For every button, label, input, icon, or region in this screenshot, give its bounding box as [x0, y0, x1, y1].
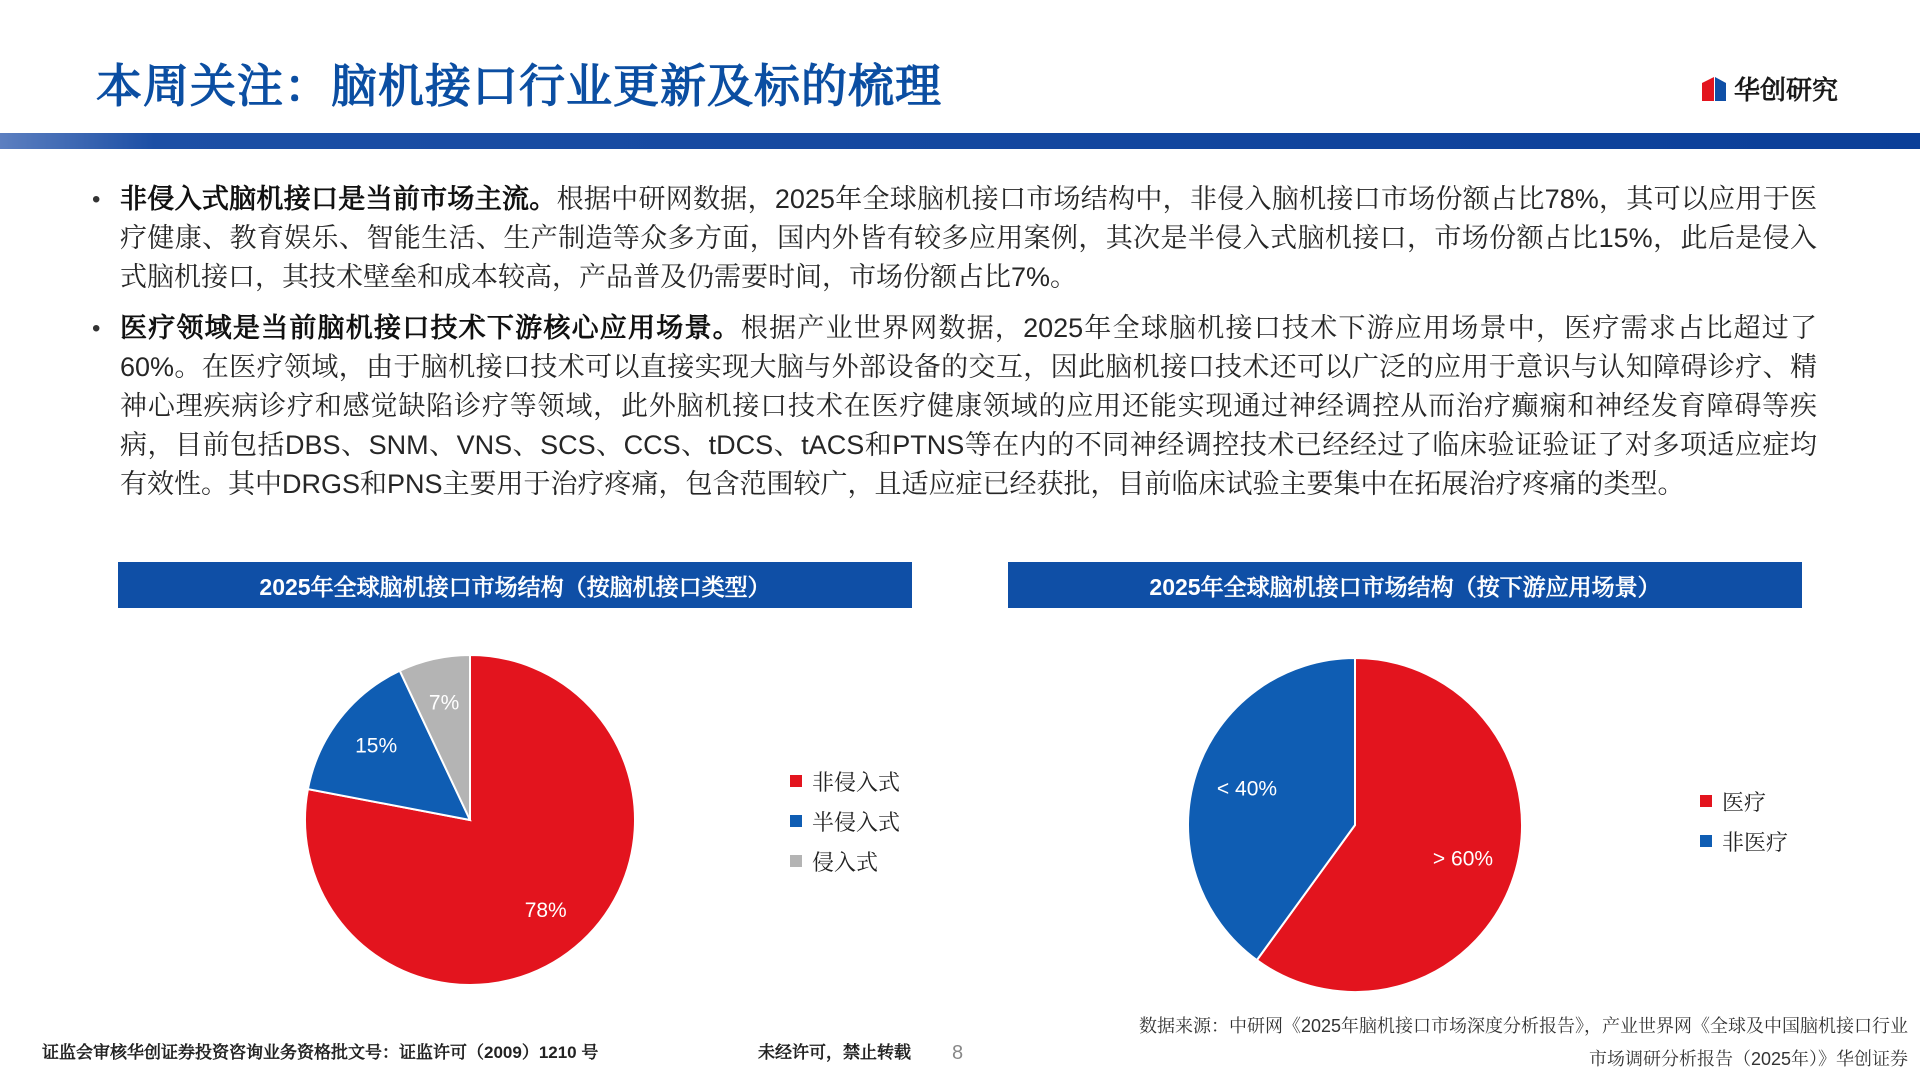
pie-label-1: 78%: [524, 899, 567, 923]
bullet-dot-icon: •: [92, 186, 101, 213]
bullet-lead: 非侵入式脑机接口是当前市场主流。: [120, 184, 557, 214]
pie-label-2: 15%: [355, 734, 398, 758]
legend-type: [790, 761, 900, 881]
legend-application: [1700, 781, 1788, 861]
chart-title-type: 2025年全球脑机接口市场结构（按脑机接口类型）: [118, 562, 912, 608]
header-divider: [0, 133, 1920, 149]
page-title: 本周关注：脑机接口行业更新及标的梳理: [96, 60, 942, 112]
legend-item: [790, 761, 900, 801]
pie-label-2: < 40%: [1216, 777, 1278, 801]
legend-swatch: [790, 855, 802, 867]
bullet-body: 根据产业世界网数据，2025年全球脑机接口技术下游应用场景中，医疗需求占比超过了60%。在医疗领域，由于脑机接口技术可以直接实现大脑与外部设备的交互，因此脑机接口技术还可以广泛的应用于意识与认知障碍诊疗、精神心理疾病诊疗和感觉缺陷诊疗等领域，此外脑机接口技术在医疗健康领域的应用还能实现通过神经调控从而治疗癫痫和神经发育障碍等疾病，目前包括DBS、SNM、VNS、SCS、CCS、tDCS、tACS和PTNS等在内的不同神经调控技术已经经过了临床验证验证了对多项适应症均有效性。其中DRGS和PNS主要用于治疗疼痛，包含范围较广，且适应症已经获批，目前临床试验主要集中在拓展治疗疼痛的类型。: [120, 313, 1817, 499]
legend-swatch: [1700, 795, 1712, 807]
bullet-paragraph: [120, 180, 1817, 297]
legend-item: [790, 841, 900, 881]
pie-chart-application: [1170, 640, 1540, 1010]
pie-label-1: > 60%: [1432, 847, 1494, 871]
bullet-lead: 医疗领域是当前脑机接口技术下游核心应用场景。: [120, 313, 741, 343]
bullet-item: [92, 180, 1817, 297]
bullet-paragraph: [120, 309, 1817, 504]
chart-title-application: 2025年全球脑机接口市场结构（按下游应用场景）: [1008, 562, 1802, 608]
bullet-dot-icon: •: [92, 315, 101, 342]
source-line: 市场调研分析报告（2025年）》华创证券: [1588, 1049, 1908, 1069]
brand-mark-icon: [1700, 75, 1728, 103]
legend-label: 医疗: [1722, 789, 1767, 815]
legend-item: [1700, 821, 1788, 861]
legend-label: 侵入式: [812, 849, 879, 875]
legend-label: 非侵入式: [812, 769, 901, 795]
legend-item: [1700, 781, 1788, 821]
bullet-item: [92, 309, 1817, 504]
legend-label: 非医疗: [1722, 829, 1789, 855]
legend-swatch: [790, 815, 802, 827]
page-number: 8: [952, 1042, 964, 1064]
pie-chart-type: [280, 630, 660, 1010]
legend-item: [790, 801, 900, 841]
pie-label-3: 7%: [428, 691, 460, 715]
license-notice: 证监会审核华创证券投资咨询业务资格批文号：证监许可（2009）1210 号: [42, 1043, 599, 1062]
source-line: 数据来源：中研网《2025年脑机接口市场深度分析报告》，产业世界网《全球及中国脑机接口行业: [1138, 1016, 1908, 1036]
legend-swatch: [790, 775, 802, 787]
data-source: [1139, 1010, 1908, 1076]
copyright-notice: 未经许可，禁止转载: [758, 1043, 911, 1062]
brand-name: 华创研究: [1734, 75, 1839, 105]
legend-label: 半侵入式: [812, 809, 901, 835]
brand-logo: [1700, 70, 1838, 107]
bullet-body: 根据中研网数据，2025年全球脑机接口市场结构中，非侵入脑机接口市场份额占比78%，其可以应用于医疗健康、教育娱乐、智能生活、生产制造等众多方面，国内外皆有较多应用案例，其次是半侵入式脑机接口，市场份额占比15%，此后是侵入式脑机接口，其技术壁垒和成本较高，产品普及仍需要时间，市场份额占比7%。: [120, 184, 1818, 292]
legend-swatch: [1700, 835, 1712, 847]
bullet-list: [92, 180, 1817, 516]
